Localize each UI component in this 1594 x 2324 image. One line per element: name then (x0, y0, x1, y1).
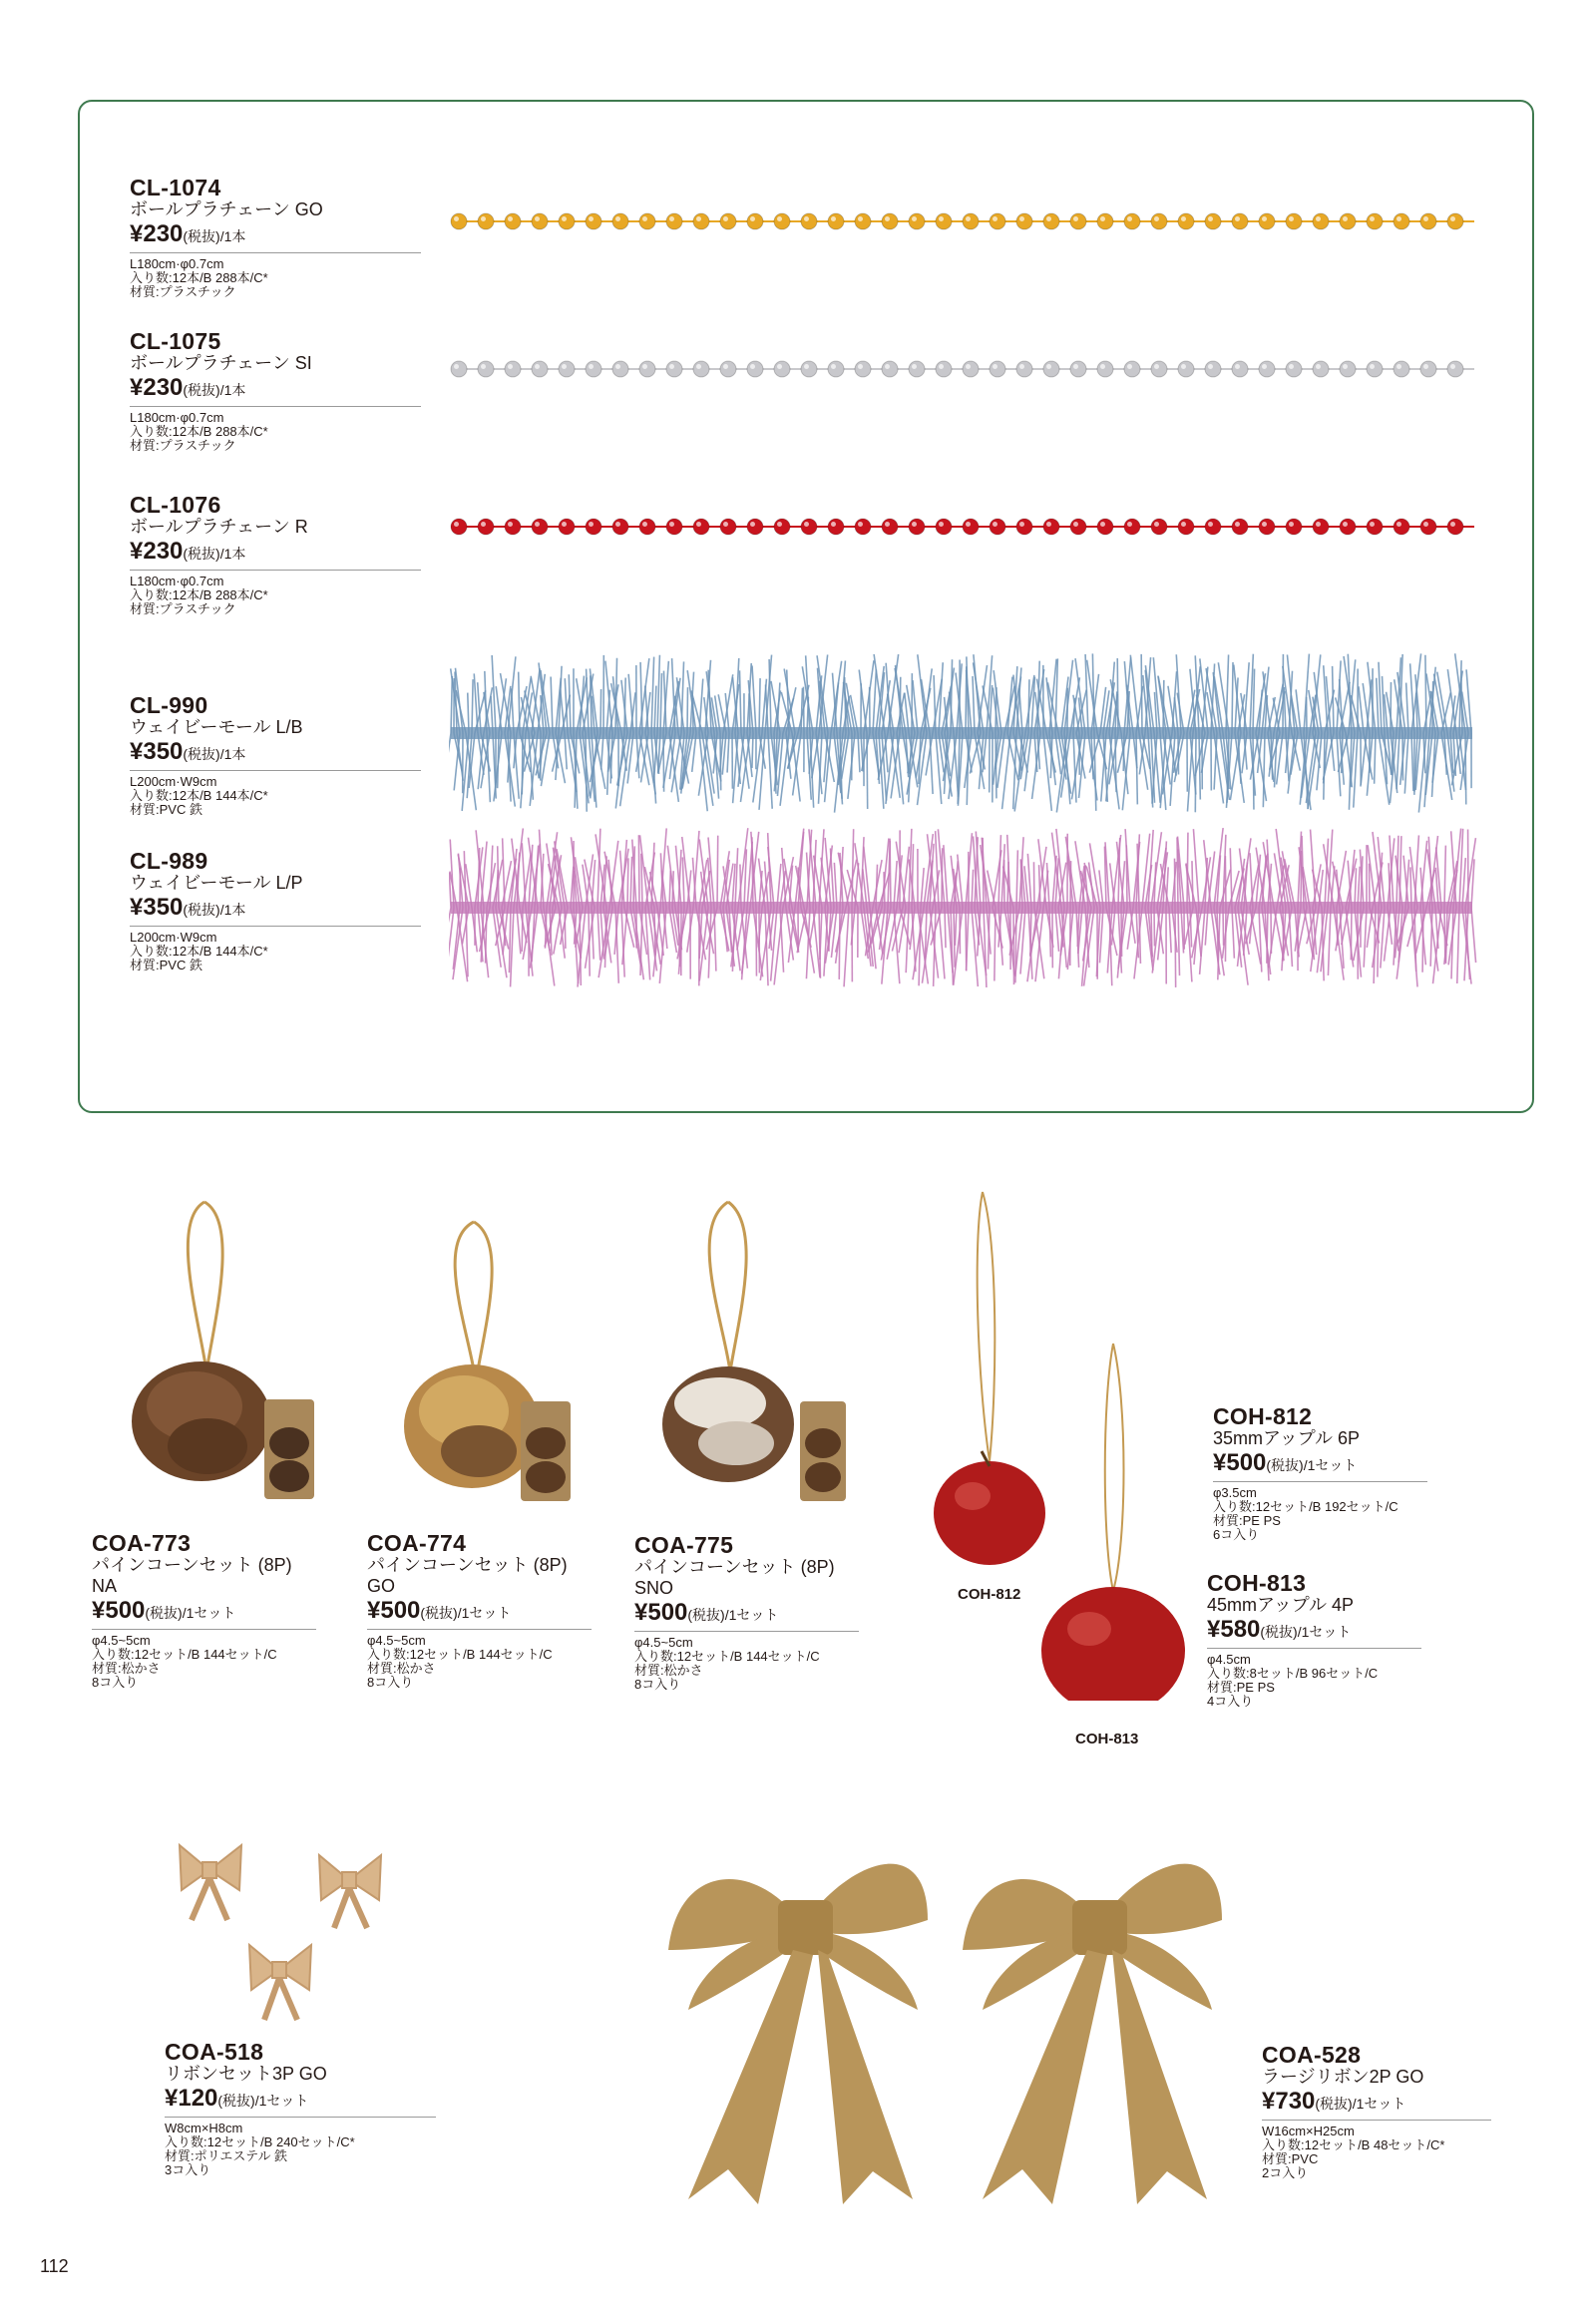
spec-material: 材質:プラスチック (130, 601, 236, 616)
apple-image-label-coh-813: COH-813 (1075, 1731, 1139, 1747)
spec-size: φ4.5~5cm (92, 1633, 151, 1648)
spec-quantity: 入り数:12セット/B 192セット/C (1213, 1499, 1398, 1514)
product-price: ¥500(税抜)/1セット (367, 1597, 512, 1624)
spec-count: 6コ入り (1213, 1527, 1260, 1542)
spec-count: 8コ入り (634, 1677, 681, 1692)
product-block-coh-812 (1213, 1404, 1427, 1542)
product-code: CL-990 (130, 692, 208, 718)
apple-images (918, 1182, 1217, 1701)
divider (1213, 1481, 1427, 1482)
product-code: COA-773 (92, 1530, 192, 1556)
spec-size: W16cm×H25cm (1262, 2124, 1355, 2138)
product-code: COA-774 (367, 1530, 467, 1556)
gold-ball-chain-image (451, 213, 1474, 229)
large-ribbon-pair-image (658, 1820, 1237, 2219)
product-code: COH-813 (1207, 1570, 1307, 1596)
product-name: ボールプラチェーン GO (130, 199, 323, 219)
spec-count: 3コ入り (165, 2162, 211, 2177)
product-name: リボンセット3P GO (165, 2064, 327, 2084)
spec-quantity: 入り数:12本/B 144本/C* (130, 788, 268, 803)
product-price: ¥350(税抜)/1本 (130, 738, 246, 765)
spec-quantity: 入り数:12本/B 288本/C* (130, 270, 268, 285)
product-code: CL-1074 (130, 175, 221, 200)
product-price: ¥730(税抜)/1セット (1262, 2088, 1406, 2115)
spec-material: 材質:プラスチック (130, 438, 236, 453)
spec-material: 材質:松かさ (92, 1661, 161, 1676)
product-block-coa-774 (367, 1531, 592, 1690)
spec-quantity: 入り数:12セット/B 144セット/C (634, 1649, 820, 1664)
product-price: ¥230(税抜)/1本 (130, 538, 246, 565)
pinecone-na-image (132, 1202, 314, 1499)
product-code: CL-1075 (130, 328, 221, 354)
silver-ball-chain-image (451, 361, 1474, 377)
product-code: COA-518 (165, 2039, 264, 2065)
product-block-coa-773 (92, 1531, 316, 1690)
product-name: ウェイビーモール L/B (130, 717, 303, 737)
spec-count: 8コ入り (367, 1675, 414, 1690)
divider (130, 926, 421, 927)
apple-image-label-coh-812: COH-812 (958, 1586, 1021, 1603)
product-name: ボールプラチェーン SI (130, 353, 312, 373)
spec-size: W8cm×H8cm (165, 2121, 243, 2135)
spec-material: 材質:PVC 鉄 (130, 958, 202, 972)
blue-tinsel-image (449, 653, 1472, 812)
spec-quantity: 入り数:12セット/B 48セット/C* (1262, 2137, 1445, 2152)
red-ball-chain-image (451, 519, 1474, 535)
spec-size: L200cm·W9cm (130, 774, 217, 789)
divider (1262, 2120, 1491, 2121)
spec-material: 材質:PE PS (1213, 1513, 1281, 1528)
spec-quantity: 入り数:12セット/B 240セット/C* (165, 2134, 355, 2149)
spec-material: 材質:PVC 鉄 (130, 802, 202, 817)
spec-size: L200cm·W9cm (130, 930, 217, 945)
product-name: 35mmアップル 6P (1213, 1428, 1361, 1448)
product-price: ¥500(税抜)/1セット (1213, 1449, 1358, 1476)
product-block-cl-989 (130, 849, 421, 972)
spec-quantity: 入り数:8セット/B 96セット/C (1207, 1666, 1379, 1681)
product-variant: SNO (634, 1578, 674, 1598)
spec-quantity: 入り数:12セット/B 144セット/C (367, 1647, 553, 1662)
product-price: ¥350(税抜)/1本 (130, 894, 246, 921)
product-price: ¥580(税抜)/1セット (1207, 1616, 1352, 1643)
spec-count: 8コ入り (92, 1675, 139, 1690)
product-name: パインコーンセット (8P) (92, 1555, 292, 1575)
product-price: ¥230(税抜)/1本 (130, 374, 246, 401)
spec-size: L180cm·φ0.7cm (130, 574, 224, 588)
spec-quantity: 入り数:12本/B 144本/C* (130, 944, 268, 959)
divider (634, 1631, 859, 1632)
spec-material: 材質:PVC (1262, 2151, 1319, 2166)
product-block-cl-1076 (130, 493, 421, 616)
product-variant: NA (92, 1576, 118, 1596)
divider (1207, 1648, 1421, 1649)
product-block-cl-1074 (130, 176, 421, 299)
product-name: ウェイビーモール L/P (130, 873, 303, 893)
product-price: ¥500(税抜)/1セット (634, 1599, 779, 1626)
product-price: ¥230(税抜)/1本 (130, 220, 246, 247)
apple-35mm-image (934, 1192, 1045, 1565)
product-code: CL-1076 (130, 492, 221, 518)
divider (165, 2117, 436, 2118)
apple-45mm-image (1041, 1344, 1185, 1701)
spec-quantity: 入り数:12本/B 288本/C* (130, 424, 268, 439)
pinecone-go-image (404, 1222, 571, 1501)
divider (130, 406, 421, 407)
spec-size: φ3.5cm (1213, 1485, 1257, 1500)
product-block-coa-775 (634, 1533, 859, 1692)
product-block-cl-990 (130, 693, 421, 817)
spec-material: 材質:ポリエステル 鉄 (165, 2148, 288, 2163)
product-price: ¥500(税抜)/1セット (92, 1597, 236, 1624)
divider (130, 252, 421, 253)
spec-material: 材質:松かさ (367, 1661, 436, 1676)
spec-material: 材質:松かさ (634, 1663, 703, 1678)
chain-images (449, 199, 1486, 1007)
product-code: COA-775 (634, 1532, 734, 1558)
product-block-cl-1075 (130, 329, 421, 453)
page-number: 112 (40, 2256, 69, 2276)
product-name: パインコーンセット (8P) (634, 1557, 835, 1577)
product-name: ボールプラチェーン R (130, 517, 308, 537)
pinecone-images (90, 1182, 888, 1521)
divider (130, 770, 421, 771)
product-variant: GO (367, 1576, 396, 1596)
divider (130, 570, 421, 571)
product-name: ラージリボン2P GO (1262, 2067, 1424, 2087)
spec-size: L180cm·φ0.7cm (130, 256, 224, 271)
spec-count: 4コ入り (1207, 1694, 1254, 1709)
product-block-coh-813 (1207, 1571, 1421, 1709)
divider (367, 1629, 592, 1630)
divider (92, 1629, 316, 1630)
product-block-coa-528 (1262, 2043, 1491, 2180)
pinecone-sno-image (662, 1202, 846, 1501)
product-name: 45mmアップル 4P (1207, 1595, 1355, 1615)
spec-size: φ4.5~5cm (367, 1633, 426, 1648)
spec-quantity: 入り数:12本/B 288本/C* (130, 587, 268, 602)
spec-size: φ4.5~5cm (634, 1635, 693, 1650)
product-price: ¥120(税抜)/1セット (165, 2085, 309, 2112)
spec-material: 材質:PE PS (1207, 1680, 1275, 1695)
spec-quantity: 入り数:12セット/B 144セット/C (92, 1647, 277, 1662)
product-code: COA-528 (1262, 2042, 1362, 2068)
spec-count: 2コ入り (1262, 2165, 1309, 2180)
spec-size: φ4.5cm (1207, 1652, 1251, 1667)
product-block-coa-518 (165, 2040, 436, 2177)
pink-tinsel-image (449, 828, 1476, 987)
product-name: パインコーンセット (8P) (367, 1555, 568, 1575)
product-code: CL-989 (130, 848, 208, 874)
spec-size: L180cm·φ0.7cm (130, 410, 224, 425)
spec-material: 材質:プラスチック (130, 284, 236, 299)
product-code: COH-812 (1213, 1403, 1313, 1429)
small-ribbon-set-image (170, 1820, 449, 2060)
